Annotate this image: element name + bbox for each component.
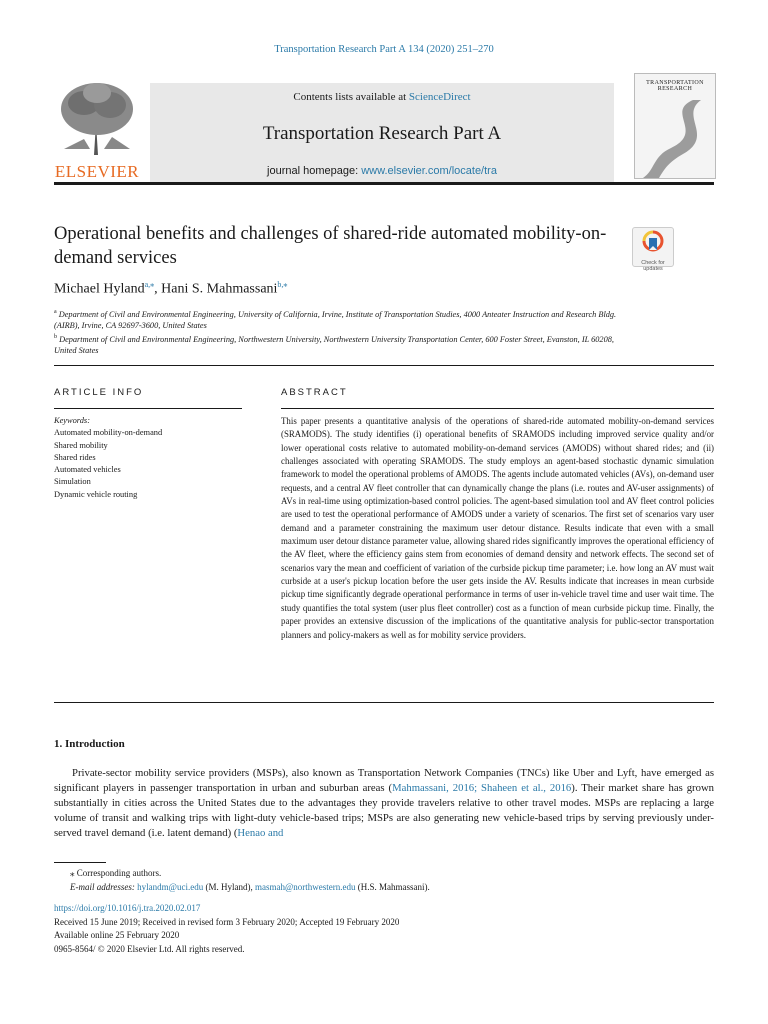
publication-info <box>54 902 714 956</box>
affiliation-mark: a <box>54 309 57 315</box>
keywords-list <box>54 415 242 501</box>
abstract-heading: ABSTRACT <box>281 387 348 398</box>
author-mark[interactable]: b,⁎ <box>277 280 288 289</box>
abstract-rule <box>281 408 714 409</box>
journal-title: Transportation Research Part A <box>262 123 502 144</box>
corresponding-note <box>54 866 714 880</box>
copyright: 0965-8564/ © 2020 Elsevier Ltd. All rights reserved. <box>54 943 245 954</box>
email-note <box>54 880 714 894</box>
received-dates: Received 15 June 2019; Received in revised form 3 February 2020; Accepted 19 February 2020 <box>54 916 400 927</box>
footnote-star: ⁎ <box>70 868 75 878</box>
keyword-item: Dynamic vehicle routing <box>54 489 138 499</box>
email-link[interactable]: masmah@northwestern.edu <box>254 882 356 892</box>
email-owner: (H.S. Mahmassani). <box>355 882 430 892</box>
abstract-bottom-rule <box>54 702 714 703</box>
online-date: Available online 25 February 2020 <box>54 930 180 940</box>
corresponding-label: Corresponding authors. <box>76 868 162 878</box>
homepage-link[interactable]: www.elsevier.com/locate/tra <box>361 165 497 177</box>
contents-line <box>150 91 614 103</box>
affiliation-item <box>54 332 624 357</box>
email-owner: (M. Hyland), <box>203 882 255 892</box>
homepage-prefix: journal homepage: <box>267 165 362 177</box>
article-info-heading: ARTICLE INFO <box>54 387 144 398</box>
affiliation-item <box>54 307 624 332</box>
author-name[interactable]: Michael Hyland <box>54 281 145 297</box>
check-for-updates-badge[interactable] <box>632 227 674 272</box>
keywords-label: Keywords: <box>54 416 90 425</box>
contents-prefix: Contents lists available at <box>293 91 409 103</box>
journal-citation[interactable]: Transportation Research Part A 134 (2020) 251–270 <box>274 44 494 55</box>
abstract-column <box>281 408 714 642</box>
author-name[interactable]: Hani S. Mahmassani <box>161 281 278 297</box>
article-info-rule <box>54 408 242 409</box>
author-mark[interactable]: a,⁎ <box>144 280 155 289</box>
elsevier-wordmark: ELSEVIER <box>54 162 140 181</box>
abstract-text: This paper presents a quantitative analysis of the operations of shared-ride automated mobility-on-demand services (SRAMODS). The study identifies (i) operational benefits of SRAMODS including improved service quality and/or lower operational costs relative to automated mobility-on-demand services (AMODS) without shared rides; and (ii) challenges associated with operating SRAMODS. The study employs an agent-based stochastic dynamic simulation framework to model the operational problems of AMODS. The agents include automated vehicles (AVs), on-demand user requests, and a central AV fleet controller that can dynamically change the plans (i.e. routes and AV-user assignments) of AVs in real-time using optimization-based control policies. The agent-based simulation tool and AV fleet control policies are used to test the operational performance of AMODS under a variety of scenarios. The first set of scenarios vary user demand and a parameter constraining the maximum user detour distance. Results indicate that even with a small maximum user detour distance parameter value, allowing shared rides significantly improves the operational efficiency of the AV fleet, where the efficiency gains stem from economies of demand density and network effects. The second set of scenarios vary the mean and coefficient of variation of the curbside pickup time parameter; i.e. how long an AV must wait curbside at a user's pickup location before the user gets inside the AV. Results indicate that increases in mean curbside pickup time significantly degrade operational performance in terms of user in-vehicle travel time and user wait time. The study quantifies the total system (user plus fleet controller) cost as a function of mean curbside pickup time. Finally, the paper provides an extensive discussion of the implications of the quantitative analysis for public-sector transportation planners and policy-makers as well as for mobility service providers. <box>281 416 714 640</box>
masthead-rule <box>54 182 714 185</box>
cover-title: TRANSPORTATION RESEARCH <box>646 80 704 92</box>
journal-banner <box>150 83 614 183</box>
masthead <box>54 73 714 183</box>
affiliations <box>54 307 624 357</box>
intro-citation-link[interactable]: Henao and <box>237 827 284 839</box>
email-label: E-mail addresses: <box>70 882 135 892</box>
check-for-updates-label: Check for updates <box>641 260 665 272</box>
article-title: Operational benefits and challenges of shared-ride automated mobility-on-demand services <box>54 224 607 268</box>
author-line <box>54 280 287 298</box>
keyword-item: Shared mobility <box>54 440 108 450</box>
keyword-item: Automated vehicles <box>54 465 121 475</box>
keyword-item: Simulation <box>54 477 91 487</box>
affiliation-mark: b <box>54 333 57 340</box>
footnote-rule <box>54 862 106 863</box>
keyword-item: Shared rides <box>54 452 96 462</box>
article-info-column <box>54 408 242 501</box>
header-divider <box>54 365 714 366</box>
introduction-paragraph <box>54 766 714 841</box>
introduction-heading: 1. Introduction <box>54 738 125 750</box>
intro-text: Private-sector mobility service providers (MSPs), also known as Transportation Network Companies (TNCs) like Uber and Lyft, have emerged as significant players in passenger transportation in urban and suburban areas ( <box>54 767 714 794</box>
doi-link[interactable]: https://doi.org/10.1016/j.tra.2020.02.017 <box>54 903 201 913</box>
intro-citation-link[interactable]: Mahmassani, 2016; Shaheen et al., 2016 <box>392 782 572 794</box>
footnotes <box>54 866 714 894</box>
affiliation-text: Department of Civil and Environmental Engineering, University of California, Irvine, Institute of Transportation Studies, 4000 Anteater Instruction and Research Bldg. (AIRB), Irvine, CA 92697-3600, United States <box>54 309 617 331</box>
elsevier-tree-icon <box>54 79 140 155</box>
check-for-updates-icon <box>642 230 664 254</box>
keyword-item: Automated mobility-on-demand <box>54 428 163 438</box>
affiliation-text: Department of Civil and Environmental Engineering, Northwestern University, Northwestern University Transportation Center, 600 Foster Street, Evanston, IL 60208, United States <box>54 334 614 356</box>
sciencedirect-link[interactable]: ScienceDirect <box>408 91 471 103</box>
intro-text: ). Their market share has grown substantially in cities across the United States due to the advantages they provide travelers relative to other travel modes. MSPs are replacing a large volume of transit and walking trips with light-duty vehicle-based trips; MSPs are also generating new vehicle-based trips by serving previously under-served travel demand (i.e. latent demand) ( <box>54 782 715 839</box>
email-link[interactable]: hylandm@uci.edu <box>137 882 204 892</box>
journal-cover[interactable] <box>634 73 716 179</box>
elsevier-logo <box>54 79 140 179</box>
homepage-line <box>150 165 614 177</box>
author-separator: , <box>154 281 162 297</box>
cover-road-icon <box>635 92 715 179</box>
